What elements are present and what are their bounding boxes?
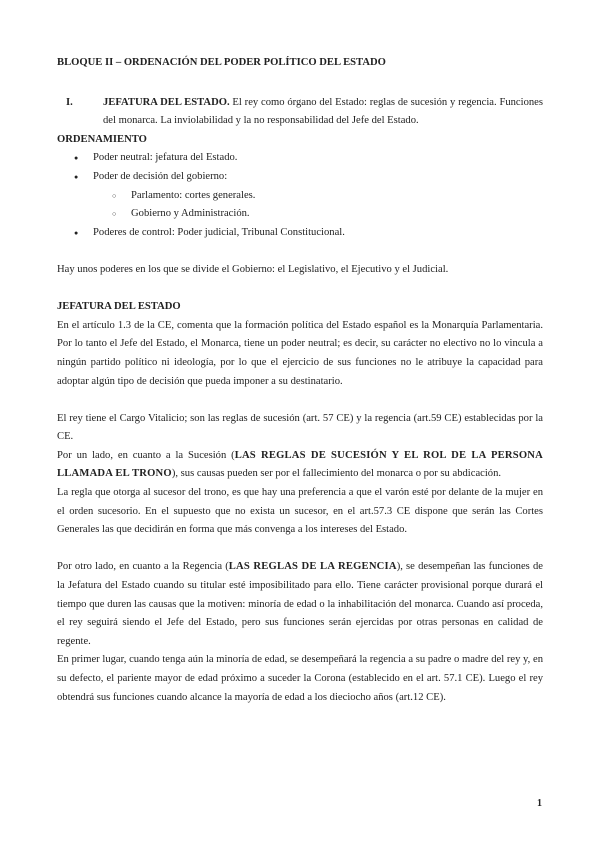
regencia-text-pre: Por otro lado, en cuanto a la Regencia ( xyxy=(57,561,229,573)
sub-list xyxy=(93,187,543,224)
ordenamiento-heading: ORDENAMIENTO xyxy=(57,133,147,145)
regencia-text-post: ), se desempeñan las funciones de la Jefatura del Estado cuando su titular esté imposibilitado para ello. Tiene carácter provisional porque durará el tiempo que duren las causas que la motiven: minoría de edad o la inhabilitación del monarca. Cuando así proceda, el rey seguirá siendo el Jefe del Estado, pero sus funciones serán ejercidas por otras personas en calidad de regente. xyxy=(57,561,543,647)
sub-list-item-text: Parlamento: cortes generales. xyxy=(131,189,256,201)
section-number: I. xyxy=(66,96,73,108)
page-title: BLOQUE II – ORDENACIÓN DEL PODER POLÍTICO DEL ESTADO xyxy=(57,57,386,68)
paragraph-sucesion xyxy=(57,447,543,484)
paragraph-regencia xyxy=(57,558,543,651)
sucesion-text-post: ), sus causas pueden ser por el fallecimiento del monarca o por su abdicación. xyxy=(171,468,502,480)
section-summary xyxy=(103,94,543,131)
paragraph-minoria: En primer lugar, cuando tenga aún la minoría de edad, se desempeñará la regencia a su padre o madre del rey y, en su defecto, el pariente mayor de edad próximo a suceder la Corona (establecido en el art. 57.1 CE). Luego el rey obtendrá sus funciones cuando alcance la mayoría de edad a los dieciocho años (art.12 CE). xyxy=(57,654,543,703)
list-item xyxy=(57,168,543,224)
list-item xyxy=(57,224,543,243)
sucesion-emphasis: LAS REGLAS DE SUCESIÓN Y EL ROL DE LA PERSONA LLAMADA EL TRONO xyxy=(57,449,544,480)
list-item xyxy=(57,149,543,168)
section-text: El rey como órgano del Estado: reglas de sucesión y regencia. Funciones del monarca. La inviolabilidad y la no responsabilidad del Jefe del Estado. xyxy=(103,96,543,127)
section-jefatura-summary xyxy=(57,94,543,131)
paragraph-regla: La regla que otorga al sucesor del trono, es que hay una preferencia a que el varón esté por delante de la mujer en el orden sucesorio. En el supuesto que no exista un sucesor, en el art.57.3 CE dispone que serán las Cortes Generales las que decidirán en forma que más convenga a los intereses del Estado. xyxy=(57,487,543,536)
sucesion-text-pre: Por un lado, en cuanto a la Sucesión ( xyxy=(57,449,235,461)
paragraph-poderes: Hay unos poderes en los que se divide el Gobierno: el Legislativo, el Ejecutivo y el Judicial. xyxy=(57,263,449,275)
page-number: 1 xyxy=(537,798,542,809)
paragraph-vitalicio: El rey tiene el Cargo Vitalicio; son las reglas de sucesión (art. 57 CE) y la regencia (art.59 CE) establecidas por la CE. xyxy=(57,412,543,443)
sub-list-item xyxy=(93,205,543,224)
document-body xyxy=(57,54,543,707)
list-item-text: Poder de decisión del gobierno: xyxy=(93,170,228,182)
section-heading: JEFATURA DEL ESTADO. xyxy=(103,96,230,108)
sub-list-item xyxy=(93,187,543,206)
list-item-text: Poder neutral: jefatura del Estado. xyxy=(93,152,238,164)
paragraph-jefatura: En el artículo 1.3 de la CE, comenta que la formación política del Estado español es la Monarquía Parlamentaria. Por lo tanto el Jefe del Estado, el Monarca, tiene un poder neutral; es decir, su carácter no electivo no lo vincula a ningún partido político ni ideología, por lo que el ejercicio de sus funciones no le atribuye la capacidad para adoptar algún tipo de decisión que pueda imponer a su destinatario. xyxy=(57,319,543,387)
sub-list-item-text: Gobierno y Administración. xyxy=(131,208,250,220)
regencia-emphasis: LAS REGLAS DE LA REGENCIA xyxy=(228,561,397,573)
list-item-text: Poderes de control: Poder judicial, Tribunal Constitucional. xyxy=(93,226,345,238)
jefatura-heading: JEFATURA DEL ESTADO xyxy=(57,301,181,313)
ordenamiento-list xyxy=(57,149,543,242)
